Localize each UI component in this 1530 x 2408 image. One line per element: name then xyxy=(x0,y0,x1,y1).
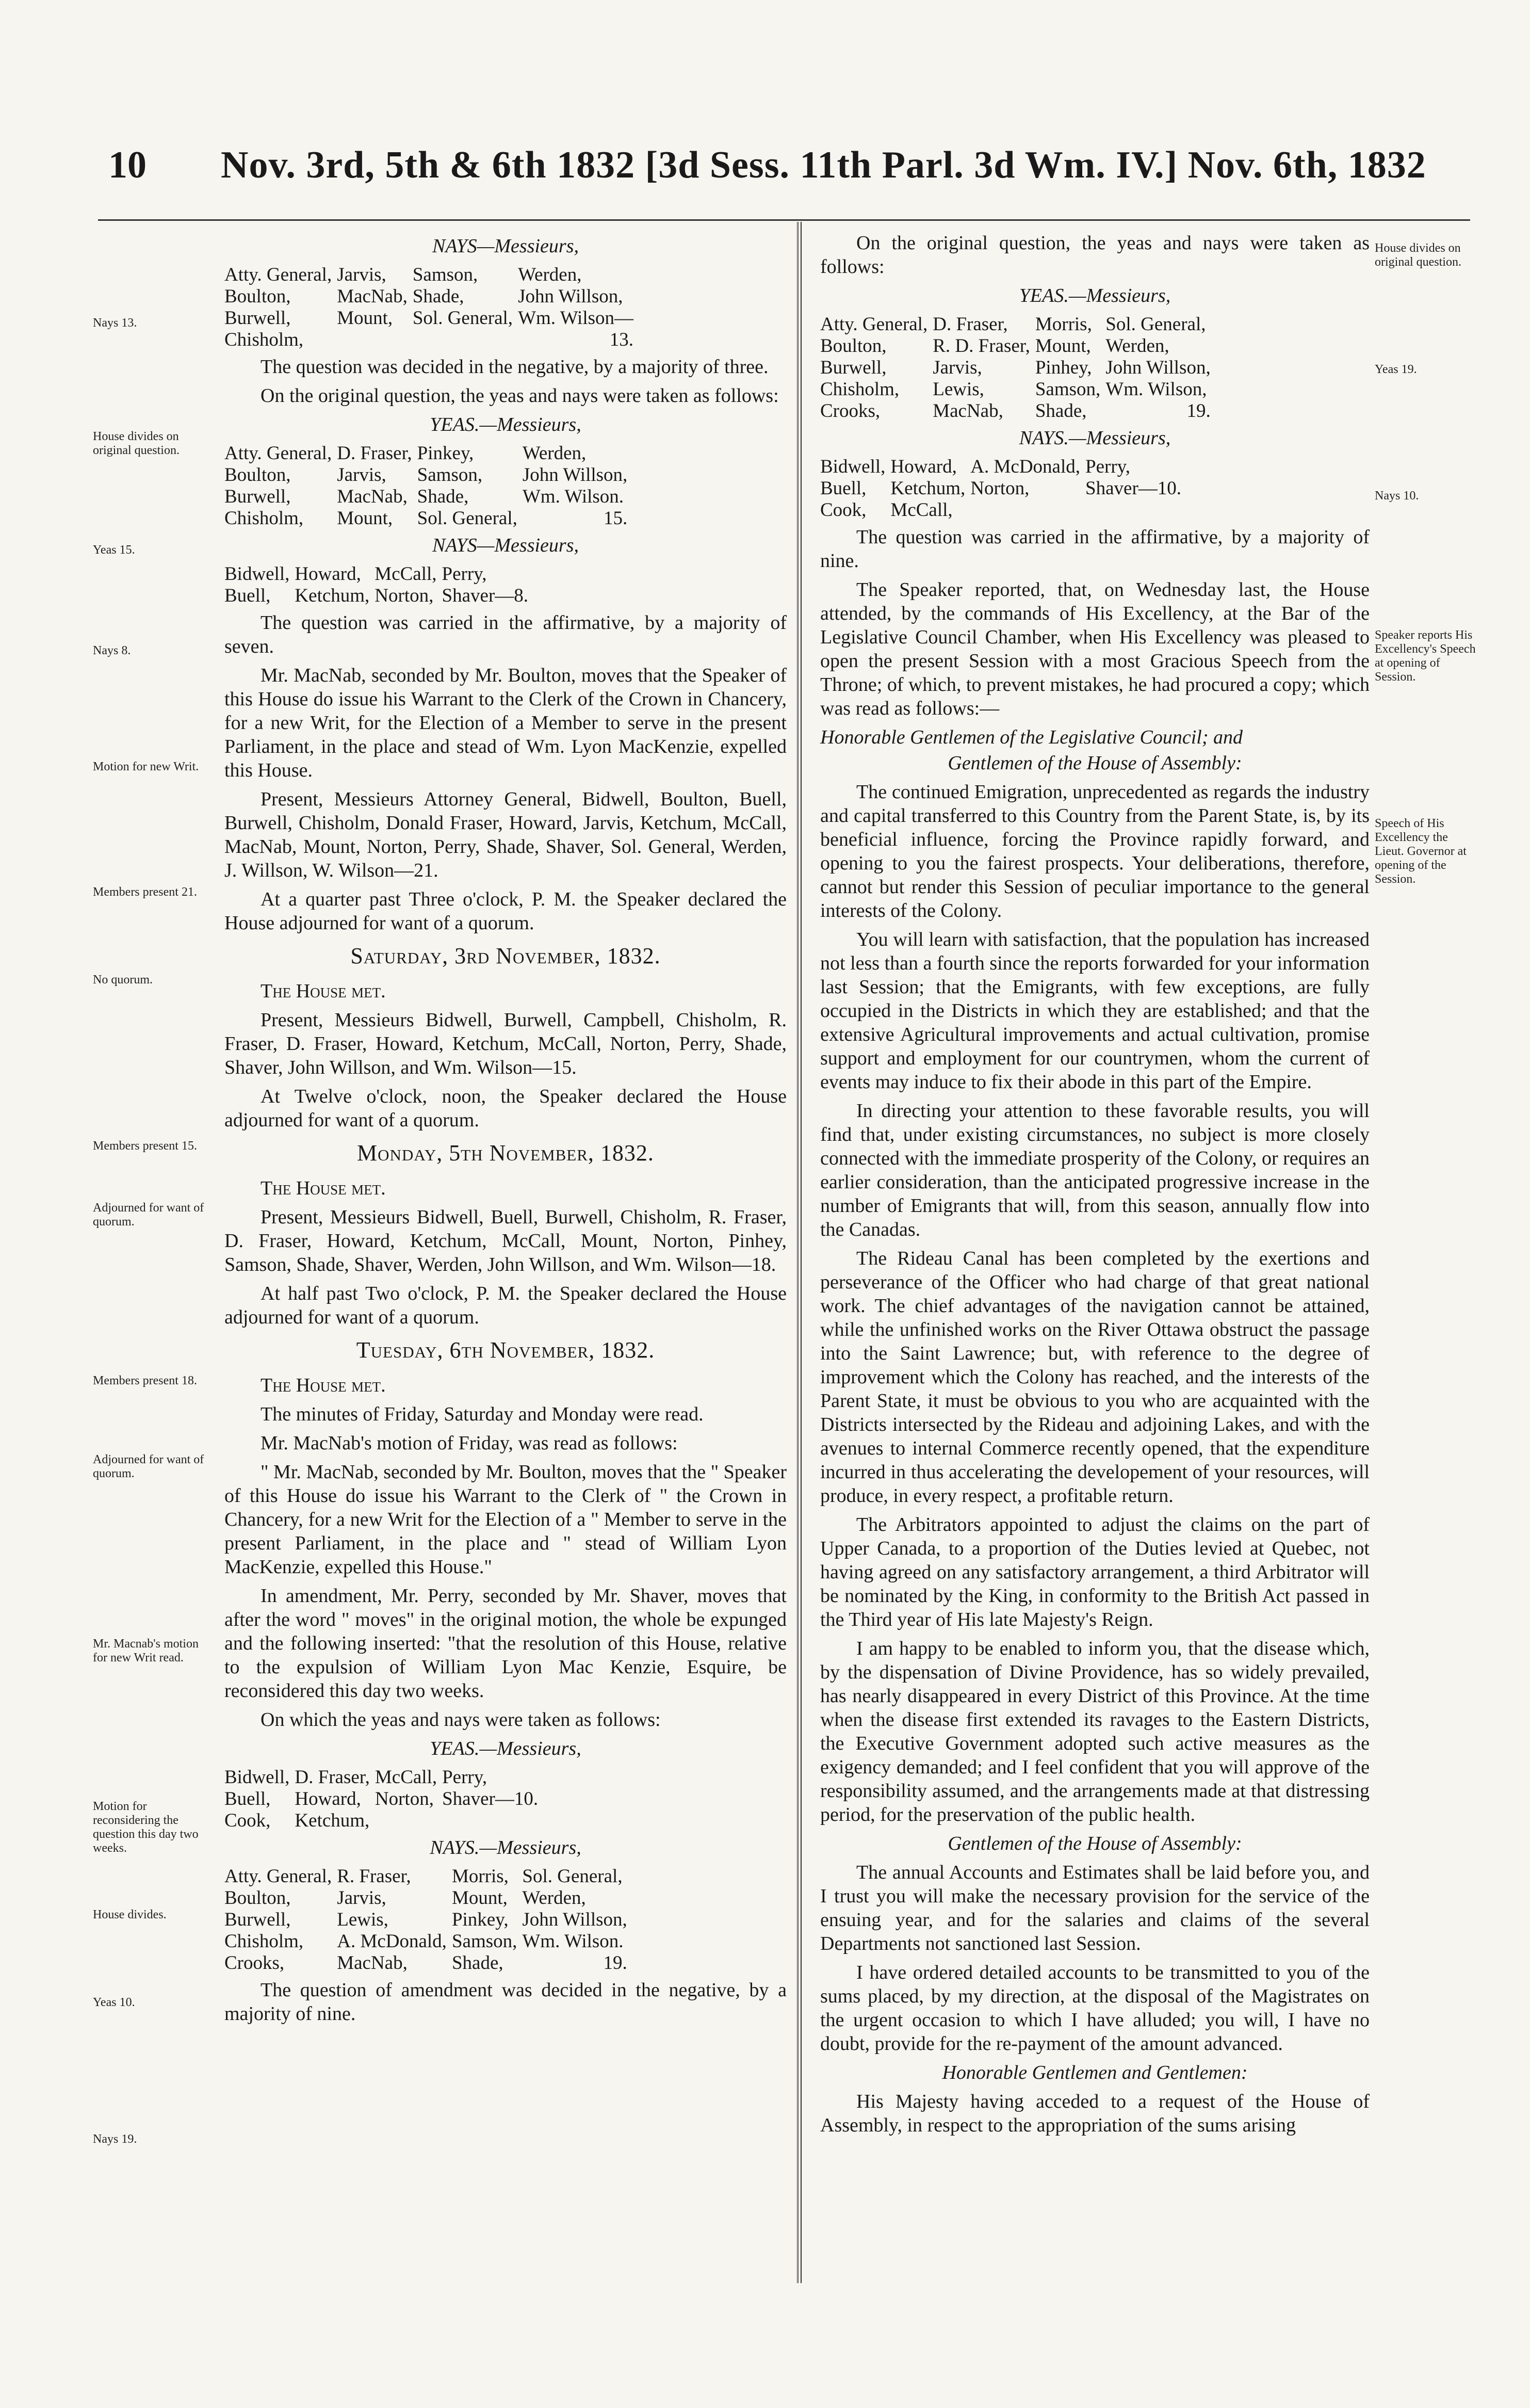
vote-cell: Wm. Wilson. xyxy=(522,1931,624,1952)
running-title: Nov. 3rd, 5th & 6th 1832 [3d Sess. 11th Parl. 3d Wm. IV.] Nov. 6th, 1832 xyxy=(221,144,1426,186)
vote-row xyxy=(224,1931,632,1952)
vote-cell: Sol. General, xyxy=(1105,314,1206,335)
vote-cell: Mount, xyxy=(337,508,393,529)
vote-cell: Lewis, xyxy=(933,379,984,400)
vote-cell: 15. xyxy=(604,508,628,529)
vote-row xyxy=(224,1810,543,1832)
vote-cell xyxy=(1085,499,1186,521)
house-met: The House met. xyxy=(261,1375,386,1396)
vote-cell: Ketchum, xyxy=(295,1810,370,1831)
vote-cell: Buell, xyxy=(224,1788,271,1809)
salutation: Gentlemen of the House of Assembly: xyxy=(948,752,1242,774)
margin-note: House divides on original question. xyxy=(93,430,180,457)
date-heading: Monday, 5th November, 1832. xyxy=(357,1140,654,1166)
nays-table xyxy=(224,1866,632,1974)
column-divider xyxy=(797,222,802,2283)
vote-row xyxy=(224,1767,543,1788)
vote-cell: Chisholm, xyxy=(224,508,304,529)
vote-cell: Werden, xyxy=(1105,335,1169,357)
paragraph: The question was carried in the affirmative, by a majority of nine. xyxy=(820,526,1370,572)
vote-cell: Ketchum, xyxy=(890,478,966,499)
vote-cell: Chisholm, xyxy=(820,379,900,400)
vote-cell: Atty. General, xyxy=(224,443,332,464)
vote-row xyxy=(820,478,1186,499)
vote-cell: Pinkey, xyxy=(451,1909,509,1930)
paragraph: Mr. MacNab's motion of Friday, was read as follows: xyxy=(261,1432,678,1454)
margin-note: Nays 19. xyxy=(93,2132,137,2146)
vote-cell: Crooks, xyxy=(820,400,881,422)
paragraph: The question was decided in the negative, by a majority of three. xyxy=(261,356,769,378)
paragraph: At Twelve o'clock, noon, the Speaker declared the House adjourned for want of a quorum. xyxy=(224,1086,787,1131)
vote-cell: Cook, xyxy=(820,499,867,521)
vote-cell: Boulton, xyxy=(224,1887,291,1909)
vote-row xyxy=(224,308,639,329)
vote-cell: Jarvis, xyxy=(337,1887,386,1909)
page-header xyxy=(108,143,1426,190)
vote-cell: R. D. Fraser, xyxy=(933,335,1030,357)
paragraph: I am happy to be enabled to inform you, that the disease which, by the dispensation of Divine Providence, has so widely prevailed, has nearly disappeared in every District of this Province. At the time when the disease first extended its ravages to the Eastern Districts, the Executive Government adopted such active measures as the exigency demanded; and I feel confident that you will approve of the responsibility assumed, and the arrangements made at that distressing period, for the preservation of the public health. xyxy=(820,1638,1370,1825)
vote-cell: Samson, xyxy=(417,464,483,486)
nays-heading: NAYS—Messieurs, xyxy=(432,235,579,257)
vote-row xyxy=(820,400,1216,422)
vote-cell: Bidwell, xyxy=(224,1767,290,1788)
vote-cell: R. Fraser, xyxy=(337,1866,411,1887)
vote-cell: McCall, xyxy=(375,563,437,585)
vote-row xyxy=(820,314,1216,335)
vote-cell: Boulton, xyxy=(224,286,291,307)
nays-heading: NAYS—Messieurs, xyxy=(432,535,579,556)
vote-cell: Lewis, xyxy=(337,1909,388,1930)
vote-cell: Wm. Wilson, xyxy=(1105,379,1207,400)
vote-cell: D. Fraser, xyxy=(337,443,412,464)
vote-row xyxy=(224,464,632,486)
vote-cell: 13. xyxy=(609,329,633,350)
vote-cell: MacNab, xyxy=(337,1952,408,1974)
vote-cell: Bidwell, xyxy=(224,563,290,585)
vote-cell: Burwell, xyxy=(224,308,291,329)
paragraph: On the original question, the yeas and nays were taken as follows: xyxy=(820,232,1370,278)
vote-row xyxy=(224,329,639,351)
vote-cell: Norton, xyxy=(375,585,434,606)
vote-cell: Werden, xyxy=(522,1887,586,1909)
margin-note: House divides. xyxy=(93,1908,167,1921)
vote-cell: Atty. General, xyxy=(224,264,332,285)
paragraph: At half past Two o'clock, P. M. the Speaker declared the House adjourned for want of a quorum. xyxy=(224,1283,787,1328)
left-body xyxy=(224,231,787,2031)
vote-cell: Jarvis, xyxy=(337,264,386,285)
header-rule xyxy=(98,219,1470,221)
paragraph: In amendment, Mr. Perry, seconded by Mr. Shaver, moves that after the word " moves" in the original motion, the whole be expunged and the following inserted: "that the resolution of this House, relative to the expulsion of William Lyon Mac Kenzie, Esquire, be reconsidered this day two weeks. xyxy=(224,1585,787,1702)
vote-cell: John Willson, xyxy=(522,1909,627,1930)
vote-cell: John Willson, xyxy=(518,286,623,307)
vote-cell xyxy=(337,329,413,351)
vote-row xyxy=(224,585,533,607)
vote-cell: Sol. General, xyxy=(417,508,517,529)
paragraph: You will learn with satisfaction, that the population has increased not less than a fourth since the reports forwarded for your information last Session; that the Emigrants, with few exceptions, are fully occupied in the Districts in which they are established; and that the extensive Agricultural improvements and actual cultivation, promise support and employment for our countrymen, whom the current of events may induce to fix their abode in this part of the Empire. xyxy=(820,929,1370,1093)
vote-cell: Shaver—10. xyxy=(442,1788,539,1809)
vote-row xyxy=(820,335,1216,357)
margin-note: Nays 8. xyxy=(93,644,131,657)
vote-cell: D. Fraser, xyxy=(295,1767,370,1788)
vote-cell: Shaver—8. xyxy=(442,585,529,606)
paragraph: In directing your attention to these favorable results, you will find that, under existing circumstances, no subject is more closely connected with the immediate prosperity of the Colony, or requires an earlier consideration, than the anticipated progressive increase in the number of Emigrants that will, from this season, annually flow into the Canadas. xyxy=(820,1100,1370,1240)
yeas-table xyxy=(820,314,1216,422)
paragraph: Mr. MacNab, seconded by Mr. Boulton, moves that the Speaker of this House do issue his Warrant to the Clerk of the Crown in Chancery, for a new Writ, for the Election of a Member to serve in the present Parliament, in the place and stead of Wm. Lyon MacKenzie, expelled this House. xyxy=(224,665,787,781)
vote-cell: D. Fraser, xyxy=(933,314,1008,335)
paragraph: At a quarter past Three o'clock, P. M. the Speaker declared the House adjourned for want of a quorum. xyxy=(224,888,787,934)
vote-cell: Jarvis, xyxy=(337,464,386,486)
vote-cell: Perry, xyxy=(442,563,487,585)
yeas-heading: YEAS.—Messieurs, xyxy=(1019,285,1171,306)
vote-cell: Sol. General, xyxy=(412,308,513,329)
vote-cell: 19. xyxy=(1186,400,1211,422)
vote-cell: Chisholm, xyxy=(224,329,304,350)
vote-cell: A. McDonald, xyxy=(337,1931,447,1952)
paragraph: The continued Emigration, unprecedented as regards the industry and capital transferred to this Country from the Parent State, is, by its beneficial influence, forcing the Province rapidly forward, and opening to you the fairest prospects. Your deliberations, therefore, cannot but render this Session of peculiar importance to the general interests of the Colony. xyxy=(820,781,1370,922)
margin-note: Yeas 19. xyxy=(1375,363,1417,376)
house-met: The House met. xyxy=(261,980,386,1002)
paragraph: On which the yeas and nays were taken as follows: xyxy=(261,1709,661,1731)
vote-cell: John Willson, xyxy=(522,464,628,486)
nays-table xyxy=(820,456,1186,521)
salutation: Gentlemen of the House of Assembly: xyxy=(948,1833,1242,1854)
vote-cell: Jarvis, xyxy=(933,357,982,378)
vote-cell: Sol. General, xyxy=(522,1866,623,1887)
paragraph: On the original question, the yeas and nays were taken as follows: xyxy=(261,385,779,407)
vote-cell: 19. xyxy=(603,1952,627,1974)
vote-cell: Atty. General, xyxy=(224,1866,332,1887)
vote-cell: Norton, xyxy=(970,478,1030,499)
vote-row xyxy=(820,456,1186,478)
nays-heading: NAYS.—Messieurs, xyxy=(430,1837,581,1858)
margin-note: Yeas 15. xyxy=(93,543,135,557)
vote-row xyxy=(820,499,1186,521)
vote-cell: Mount, xyxy=(337,308,393,329)
vote-row xyxy=(224,1866,632,1887)
paragraph: The Rideau Canal has been completed by the exertions and perseverance of the Officer who had charge of that great national work. The chief advantages of the navigation cannot be attained, while the unfinished works on the River Ottawa obstruct the passage into the Saint Lawrence; but, with reference to the degree of improvement which the Colony has reached, and the interests of the Parent State, it must be obvious to you who are acquainted with the Districts intersected by the Rideau and adjoining Lakes, and with the avenues to internal Commerce recently opened, that the expenditure incurred in thus accelerating the developement of your resources, will produce, in every respect, a profitable return. xyxy=(820,1248,1370,1507)
vote-cell: Buell, xyxy=(224,585,271,606)
vote-cell: A. McDonald, xyxy=(970,456,1081,477)
vote-cell: Morris, xyxy=(1035,314,1092,335)
vote-row xyxy=(224,1952,632,1974)
vote-row xyxy=(224,1788,543,1810)
yeas-heading: YEAS.—Messieurs, xyxy=(430,1738,581,1759)
margin-note: Members present 15. xyxy=(93,1139,197,1153)
nays-table xyxy=(224,264,639,351)
salutation: Honorable Gentlemen and Gentlemen: xyxy=(942,2062,1248,2083)
quoted-motion: " Mr. MacNab, seconded by Mr. Boulton, moves that the " Speaker of this House do issue his Warrant to the Clerk of " the Crown in Chancery, for a new Writ for the Election of a " Member to serve in the present Parliament, in the place and " stead of William Lyon MacKenzie, expelled this House." xyxy=(224,1461,787,1578)
vote-cell: Pinhey, xyxy=(1035,357,1092,378)
vote-cell: MacNab, xyxy=(933,400,1003,422)
margin-note: Members present 18. xyxy=(93,1374,197,1387)
nays-table xyxy=(224,563,533,607)
vote-cell: Chisholm, xyxy=(224,1931,304,1952)
vote-cell: Samson, xyxy=(412,264,478,285)
paragraph: The Arbitrators appointed to adjust the claims on the part of Upper Canada, to a proportion of the Duties levied at Quebec, not having agreed on any satisfactory arrangement, a third Arbitrator will be nominated by the King, in conformity to the British Act passed in the Third year of His late Majesty's Reign. xyxy=(820,1514,1370,1630)
vote-cell: Bidwell, xyxy=(820,456,886,477)
vote-cell: Howard, xyxy=(295,563,361,585)
vote-cell: Shade, xyxy=(417,486,469,507)
margin-note: Motion for new Writ. xyxy=(93,760,199,773)
yeas-table xyxy=(224,443,632,529)
margin-note: Speaker reports His Excellency's Speech at opening of Session. xyxy=(1375,628,1476,684)
margin-note: No quorum. xyxy=(93,973,153,987)
vote-cell: John Willson, xyxy=(1105,357,1211,378)
margin-note: Nays 10. xyxy=(1375,489,1419,503)
house-met: The House met. xyxy=(261,1177,386,1199)
vote-cell: Burwell, xyxy=(224,486,291,507)
date-heading: Saturday, 3rd November, 1832. xyxy=(350,943,661,968)
vote-cell: McCall, xyxy=(375,1767,437,1788)
paragraph: The minutes of Friday, Saturday and Monday were read. xyxy=(261,1403,704,1425)
paragraph: His Majesty having acceded to a request of the House of Assembly, in respect to the appropriation of the sums arising xyxy=(820,2091,1370,2136)
vote-cell: Mount, xyxy=(1035,335,1091,357)
yeas-table xyxy=(224,1767,543,1832)
margin-note: Adjourned for want of quorum. xyxy=(93,1453,204,1480)
paragraph: I have ordered detailed accounts to be transmitted to you of the sums placed, by my direction, at the disposal of the Magistrates on the urgent occasion to which I have alluded; you will, I have no doubt, provide for the re-payment of the amount advanced. xyxy=(820,1962,1370,2055)
vote-cell: Boulton, xyxy=(224,464,291,486)
paragraph: The question of amendment was decided in the negative, by a majority of nine. xyxy=(224,1979,787,2025)
vote-cell: Cook, xyxy=(224,1810,271,1831)
vote-cell: MacNab, xyxy=(337,286,408,307)
vote-row xyxy=(224,264,639,286)
vote-cell: McCall, xyxy=(890,499,953,521)
salutation: Honorable Gentlemen of the Legislative Council; and xyxy=(820,726,1243,748)
vote-cell: Buell, xyxy=(820,478,867,499)
vote-cell: Shade, xyxy=(451,1952,503,1974)
vote-row xyxy=(224,1887,632,1909)
paragraph: The Speaker reported, that, on Wednesday last, the House attended, by the commands of His Excellency, at the Bar of the Legislative Council Chamber, when His Excellency was pleased to open the present Session with a most Gracious Speech from the Throne; of which, to prevent mistakes, he had procured a copy; which was read as follows:— xyxy=(820,579,1370,719)
vote-row xyxy=(820,357,1216,379)
vote-cell: Boulton, xyxy=(820,335,887,357)
vote-cell: Wm. Wilson— xyxy=(518,308,633,329)
margin-note: Nays 13. xyxy=(93,316,137,330)
vote-cell: Shade, xyxy=(1035,400,1087,422)
vote-cell: Shaver—10. xyxy=(1085,478,1182,499)
page-number: 10 xyxy=(108,144,147,186)
vote-cell xyxy=(442,1810,543,1832)
vote-cell xyxy=(375,1810,442,1832)
vote-row xyxy=(224,486,632,508)
date-heading: Tuesday, 6th November, 1832. xyxy=(356,1337,655,1363)
vote-cell: Pinkey, xyxy=(417,443,474,464)
vote-cell: Crooks, xyxy=(224,1952,285,1974)
paragraph: The question was carried in the affirmative, by a majority of seven. xyxy=(224,612,787,657)
yeas-heading: YEAS.—Messieurs, xyxy=(430,414,581,435)
right-body xyxy=(820,231,1370,2142)
vote-cell: Mount, xyxy=(451,1887,508,1909)
vote-cell xyxy=(413,329,518,351)
vote-cell: Samson, xyxy=(451,1931,517,1952)
vote-row xyxy=(224,563,533,585)
vote-cell: Shade, xyxy=(412,286,464,307)
margin-note: Motion for reconsidering the question this day two weeks. xyxy=(93,1800,199,1855)
vote-cell: Perry, xyxy=(1085,456,1131,477)
vote-cell: Norton, xyxy=(375,1788,434,1809)
vote-cell: Burwell, xyxy=(224,1909,291,1930)
vote-cell xyxy=(970,499,1085,521)
paragraph: Present, Messieurs Bidwell, Burwell, Campbell, Chisholm, R. Fraser, D. Fraser, Howard, Ketchum, McCall, Norton, Perry, Shade, Shaver, John Willson, and Wm. Wilson—15. xyxy=(224,1009,787,1078)
vote-row xyxy=(224,508,632,529)
vote-cell: Werden, xyxy=(518,264,582,285)
margin-note: Adjourned for want of quorum. xyxy=(93,1201,204,1229)
vote-cell: Wm. Wilson. xyxy=(522,486,624,507)
margin-note: Yeas 10. xyxy=(93,1996,135,2009)
margin-note: Speech of His Excellency the Lieut. Governor at opening of the Session. xyxy=(1375,817,1467,886)
margin-note: Members present 21. xyxy=(93,885,197,899)
vote-row xyxy=(224,1909,632,1931)
vote-cell: Ketchum, xyxy=(295,585,370,606)
vote-cell: Perry, xyxy=(442,1767,487,1788)
margin-note: House divides on original question. xyxy=(1375,241,1461,269)
vote-cell: Howard, xyxy=(890,456,957,477)
margin-note: Mr. Macnab's motion for new Writ read. xyxy=(93,1637,199,1664)
paragraph: Present, Messieurs Attorney General, Bidwell, Boulton, Buell, Burwell, Chisholm, Donald Fraser, Howard, Jarvis, Ketchum, McCall, MacNab, Mount, Norton, Perry, Shade, Shaver, Sol. General, Werden, J. Willson, W. Wilson—21. xyxy=(224,788,787,881)
vote-row xyxy=(224,286,639,308)
vote-cell: Atty. General, xyxy=(820,314,928,335)
vote-cell: Burwell, xyxy=(820,357,887,378)
vote-cell: MacNab, xyxy=(337,486,408,507)
paragraph: Present, Messieurs Bidwell, Buell, Burwell, Chisholm, R. Fraser, D. Fraser, Howard, Ketchum, McCall, Mount, Norton, Pinhey, Samson, Shade, Shaver, Werden, John Willson, and Wm. Wilson—18. xyxy=(224,1206,787,1275)
vote-cell: Samson, xyxy=(1035,379,1101,400)
vote-cell: Werden, xyxy=(522,443,587,464)
paragraph: The annual Accounts and Estimates shall be laid before you, and I trust you will make the necessary provision for the service of the ensuing year, and for the salaries and claims of the several Departments not sanctioned last Session. xyxy=(820,1862,1370,1954)
nays-heading: NAYS.—Messieurs, xyxy=(1019,427,1171,449)
vote-row xyxy=(820,379,1216,400)
vote-cell: Howard, xyxy=(295,1788,361,1809)
vote-cell: Morris, xyxy=(451,1866,509,1887)
vote-row xyxy=(224,443,632,464)
